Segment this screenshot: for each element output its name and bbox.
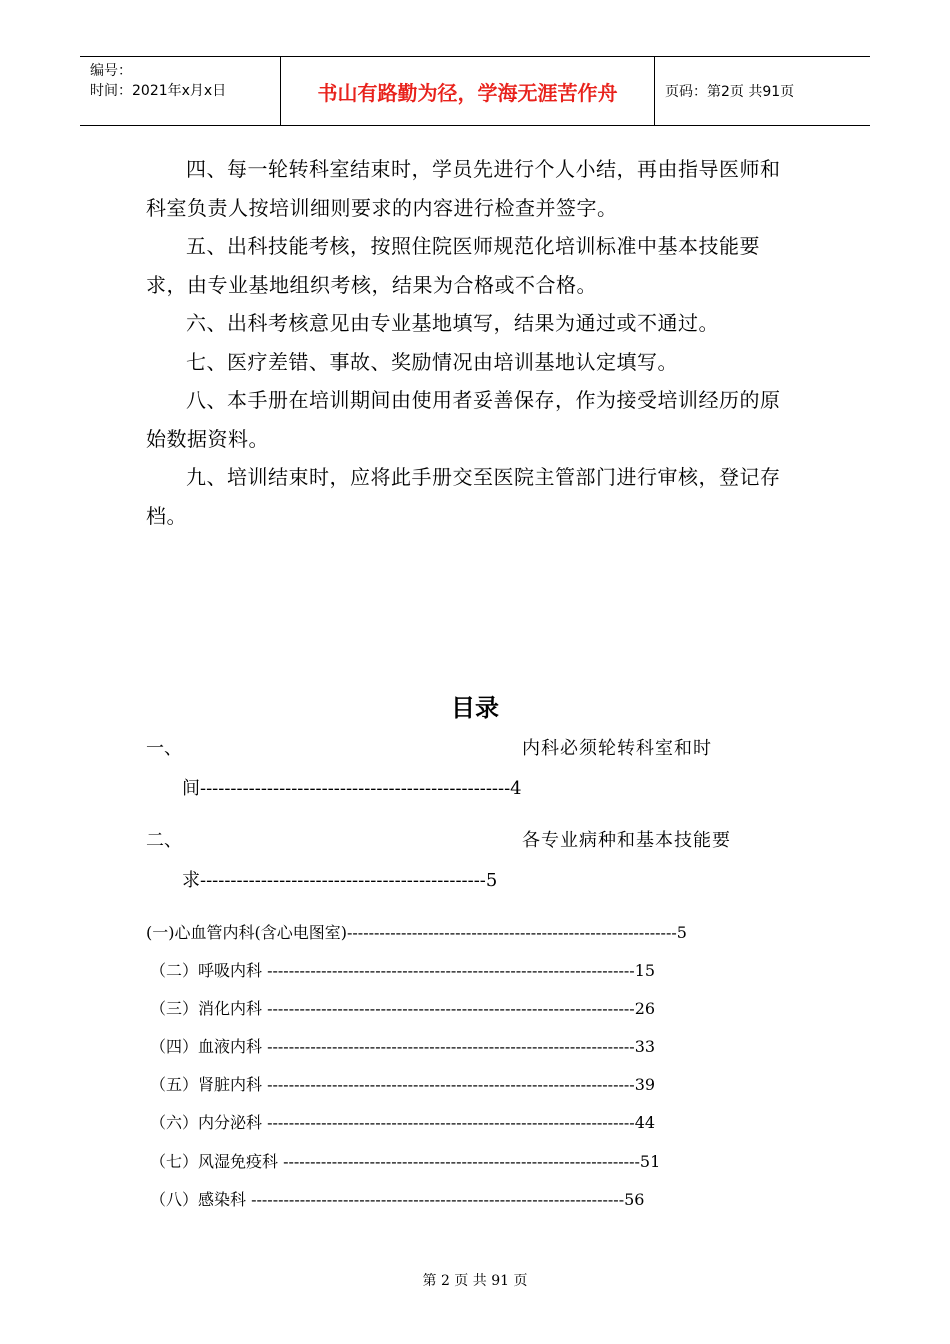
toc-title: 目录	[451, 694, 499, 722]
toc-sub-entry[interactable]: （八）感染科 ---------------------------------------------------------------------56	[150, 1190, 645, 1209]
paragraph: 六、出科考核意见由专业基地填写，结果为通过或不通过。	[186, 311, 719, 335]
toc-entry-number: 一、	[146, 738, 182, 759]
paragraph: 五、出科技能考核，按照住院医师规范化培训标准中基本技能要求，由专业基地组织考核，结果为合格或不合格。	[146, 234, 760, 297]
toc-entry-continuation: 间---------------------------------------------------4	[182, 778, 522, 799]
toc-entry-continuation: 求-----------------------------------------------5	[182, 870, 498, 891]
page-header	[80, 56, 870, 126]
header-motto: 书山有路勤为径，学海无涯苦作舟	[281, 57, 655, 125]
toc-sub-entry[interactable]: （四）血液内科 --------------------------------------------------------------------33	[150, 1037, 656, 1056]
toc-sub-entry[interactable]: （三）消化内科 --------------------------------------------------------------------26	[150, 999, 656, 1018]
document-number-label: 编号：	[90, 63, 132, 79]
toc-entry-number: 二、	[146, 830, 182, 851]
document-time-label: 时间：2021年x月x日	[90, 83, 227, 99]
toc-sub-entry[interactable]: （七）风湿免疫科 ------------------------------------------------------------------51	[150, 1152, 661, 1171]
paragraph: 八、本手册在培训期间由使用者妥善保存，作为接受培训经历的原始数据资料。	[146, 388, 781, 451]
toc-sub-entry[interactable]: (一)心血管内科(含心电图室)-------------------------------------------------------------5	[146, 923, 687, 942]
header-meta	[80, 57, 281, 125]
instruction-text	[146, 150, 796, 535]
page-footer: 第 2 页 共 91 页	[422, 1273, 528, 1289]
paragraph: 九、培训结束时，应将此手册交至医院主管部门进行审核，登记存档。	[146, 465, 781, 528]
toc-entry-title: 内科必须轮转科室和时	[522, 738, 712, 759]
paragraph: 七、医疗差错、事故、奖励情况由培训基地认定填写。	[186, 349, 678, 374]
toc-sub-entry[interactable]: （五）肾脏内科 --------------------------------------------------------------------39	[150, 1075, 656, 1094]
header-page-info: 页码：第2页 共91页	[665, 84, 795, 100]
toc-entry-title: 各专业病种和基本技能要	[522, 830, 731, 851]
toc-sub-entry[interactable]: （六）内分泌科 --------------------------------------------------------------------44	[150, 1113, 656, 1132]
paragraph: 四、每一轮转科室结束时，学员先进行个人小结，再由指导医师和科室负责人按培训细则要求的内容进行检查并签字。	[146, 157, 781, 220]
toc-sub-entry[interactable]: （二）呼吸内科 --------------------------------------------------------------------15	[150, 961, 656, 980]
